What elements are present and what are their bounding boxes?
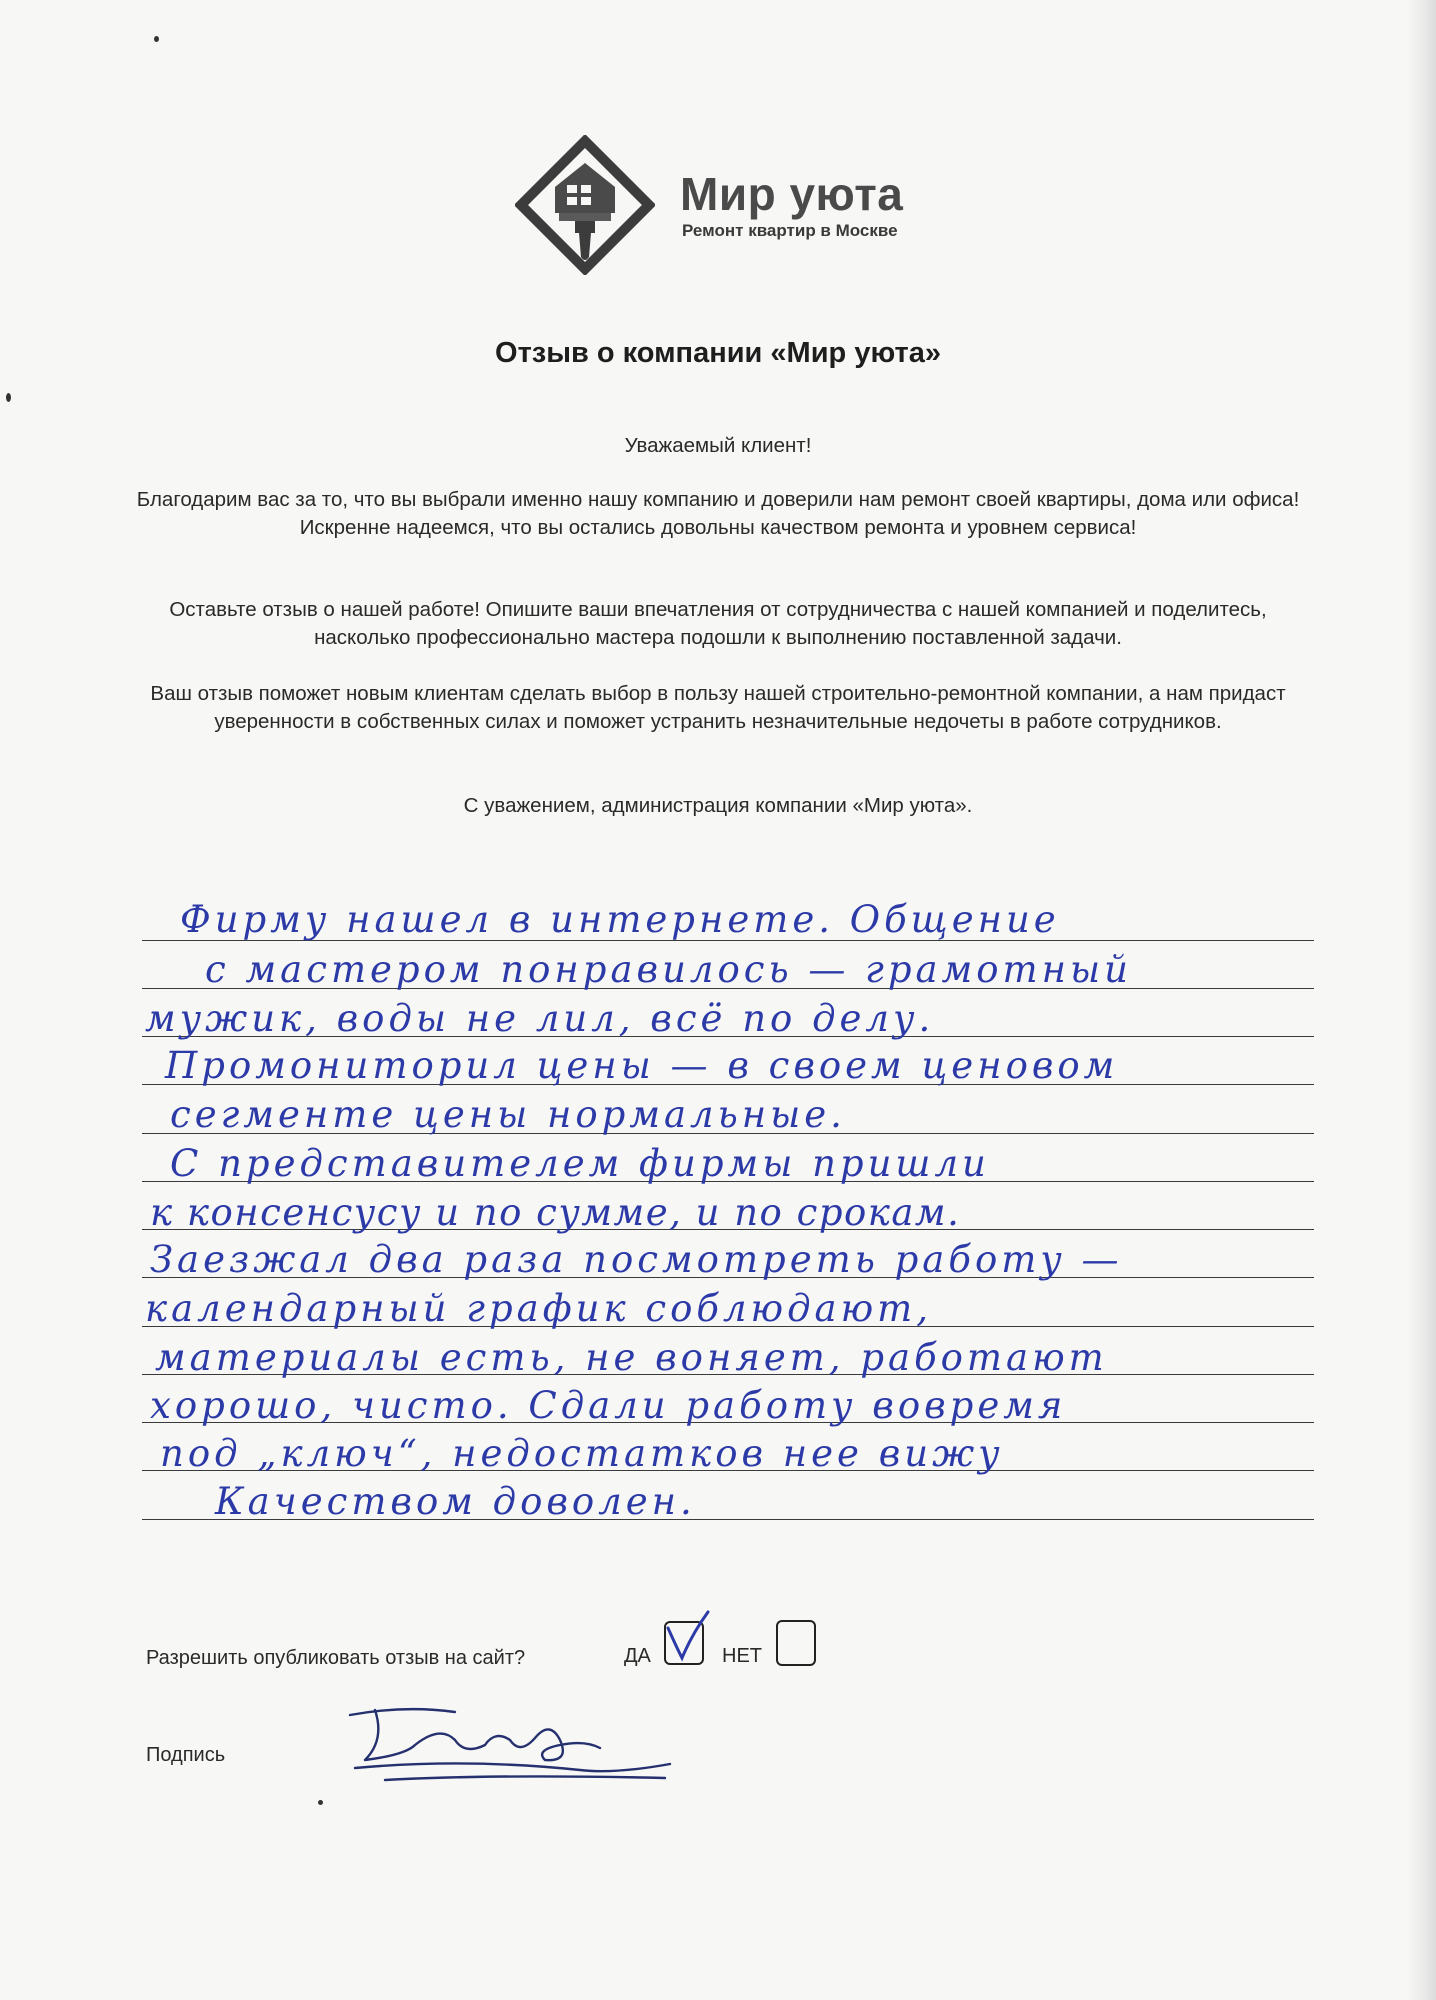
review-line: Промониторил цены — в своем ценовом xyxy=(165,1044,1119,1087)
paper-edge-shadow xyxy=(1406,0,1436,2000)
house-brush-logo-icon xyxy=(515,135,655,275)
review-line: С представителем фирмы пришли xyxy=(170,1142,990,1185)
benefit-paragraph: Ваш отзыв поможет новым клиентам сделать выбор в пользу нашей строительно-ремонтной компании, а нам придаст уверенности в собственных силах и поможет устранить незначительные недочеты в работе сотрудников. xyxy=(150,682,1286,733)
signature-label: Подпись xyxy=(146,1744,226,1766)
no-label: НЕТ xyxy=(722,1645,762,1667)
request-paragraph: Оставьте отзыв о нашей работе! Опишите ваши впечатления от сотрудничества с нашей компанией и поделитесь, насколько профессионально мастера подошли к выполнению поставленной задачи. xyxy=(169,598,1267,649)
review-line: Фирму нашел в интернете. Общение xyxy=(180,898,1060,941)
handwritten-signature xyxy=(345,1700,675,1790)
logo-tagline: Ремонт квартир в Москве xyxy=(682,221,898,240)
review-line: хорошо, чисто. Сдали работу вовремя xyxy=(150,1384,1067,1427)
review-line: материалы есть, не воняет, работают xyxy=(155,1336,1108,1379)
page-title: Отзыв о компании «Мир уюта» xyxy=(495,337,941,369)
review-line: к консенсусу и по сумме, и по срокам. xyxy=(150,1191,961,1234)
paper-speck xyxy=(318,1800,323,1805)
review-line: Заезжал два раза посмотреть работу — xyxy=(150,1238,1123,1281)
checkmark-icon xyxy=(658,1606,718,1666)
review-line: календарный график соблюдают, xyxy=(145,1287,933,1330)
review-line: Качеством доволен. xyxy=(215,1480,696,1523)
greeting-text: Уважаемый клиент! xyxy=(624,434,812,457)
closing-text: С уважением, администрация компании «Мир уюта». xyxy=(463,794,973,817)
no-checkbox[interactable] xyxy=(776,1620,816,1666)
review-line: с мастером понравилось — грамотный xyxy=(205,948,1132,991)
review-line: мужик, воды не лил, всё по делу. xyxy=(145,997,935,1040)
yes-label: ДА xyxy=(624,1645,651,1667)
paper-speck xyxy=(154,36,159,42)
paper-speck xyxy=(6,393,11,402)
review-line: под „ключ“, недостатков нее вижу xyxy=(160,1432,1004,1475)
logo-name: Мир уюта xyxy=(680,168,904,220)
company-logo xyxy=(515,135,935,275)
review-line: сегменте цены нормальные. xyxy=(170,1093,846,1136)
intro-paragraph: Благодарим вас за то, что вы выбрали именно нашу компанию и доверили нам ремонт своей квартиры, дома или офиса! Искренне надеемся, что вы остались довольны качеством ремонта и уровнем сервиса! xyxy=(136,488,1300,539)
publish-question: Разрешить опубликовать отзыв на сайт? xyxy=(146,1647,526,1669)
